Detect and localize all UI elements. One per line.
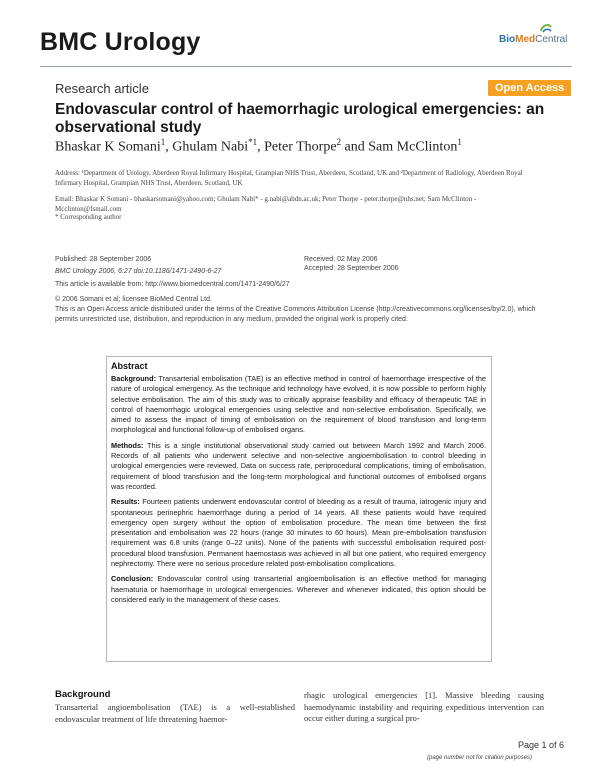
author-affiliation: 1 <box>160 137 166 147</box>
license-text: This is an Open Access article distributed under the terms of the Creative Commons Attribution License (http://creativecommons.org/licenses/by/2.0), which permits unrestricted use, distribution, and reproduction in any medium, provided the original work is properly cited. <box>55 306 536 323</box>
article-url[interactable]: This article is available from: http://www.biomedcentral.com/1471-2490/6/27 <box>55 281 290 288</box>
abstract-methods-text: This is a single institutional observational study carried out between March 1992 and March 2006. Records of all patients who underwent selective and non-selective angioembolisation to control bleeding in urological emergencies were reviewed. Data on success rate, periprocedural complications, timing of embolisation, requirement of blood transfusion and the long-term morphological and functional outcomes of embolised organs was recorded. <box>111 440 486 491</box>
received-date: Received: 02 May 2006 <box>304 256 378 263</box>
background-heading: Background <box>55 689 111 700</box>
abstract-conclusion <box>111 574 486 605</box>
abstract-background <box>111 374 486 436</box>
article-title: Endovascular control of haemorrhagic urological emergencies: an observational study <box>55 101 545 136</box>
abstract-methods <box>111 441 486 492</box>
logo-central: Central <box>535 34 568 45</box>
body-column-right: rhagic urological emergencies [1]. Massive bleeding causing haemodynamic instability and requiring expeditious intervention can occur either during a surgical pro- <box>304 690 544 723</box>
accepted-date: Accepted: 28 September 2006 <box>304 265 399 272</box>
abstract-heading: Abstract <box>111 361 148 371</box>
biomed-swirl-icon <box>539 22 553 34</box>
author-separator: , <box>165 139 173 155</box>
logo-med: Med <box>515 34 536 45</box>
header-divider <box>40 66 572 67</box>
abstract-methods-label: Methods: <box>111 440 144 450</box>
abstract-results-label: Results: <box>111 497 140 507</box>
author-list <box>55 137 462 156</box>
open-access-badge: Open Access <box>488 80 571 96</box>
author-separator: and <box>341 139 369 155</box>
biomed-central-logo[interactable] <box>499 34 567 45</box>
abstract-conclusion-text: Endovascular control using transarterial angioembolisation is an effective method for managing haematuria or haemorrhage in urological emergencies. Wherever and whenever indicated, this option should be considered early in the management of these cases. <box>111 574 487 604</box>
citation: BMC Urology 2006, 6:27 doi:10.1186/1471-2490-6-27 <box>55 268 222 275</box>
address-block: Address: ¹Department of Urology, Aberdeen Royal Infirmary Hospital, Grampian NHS Trust, Aberdeen, Scotland, UK and ²Department of Radiology, Aberdeen Royal Infirmary Hospital, Grampian NHS Trust, Aberdeen, Scotland, UK <box>55 169 523 187</box>
author-name: Peter Thorpe <box>264 139 337 155</box>
body-column-left: Transarterial angioembolisation (TAE) is a well-established endovascular treatment of life threatening haemor- <box>55 702 295 724</box>
author-affiliation: *1 <box>248 137 258 147</box>
abstract-results-text: Fourteen patients underwent endovascular control of bleeding as a result of trauma, iatrogenic injury and spontaneous perinephric haemorrhage during a period of 14 years. All these patients would have required emergency open surgery without the option of embolisation procedure. The mean time between the first presentation and embolisation was 22 hours (range 30 minutes to 60 hours). Mean pre-embolisation transfusion requirement was 6.8 units (range 0–22 units). None of the patients with successful embolisation required post-procedural blood transfusion. Permanent haemostasis was achieved in all but one patient, who required emergency nephrectomy. There were no serious procedure related post-embolisation complications. <box>111 497 486 569</box>
page-number-note: (page number not for citation purposes) <box>427 755 533 761</box>
abstract-background-text: Transarterial embolisation (TAE) is an effective method in control of haemorrhage irrespective of the nature of urological emergency. As the technique and technology have evolved, it is now possible to perform highly selective embolisation. The aim of this study was to critically appraise feasibility and efficacy of therapeutic TAE in control of haemorrhagic urological emergencies using selective and non-selective embolisation. Specifically, we aimed to assess the impact of timing of embolisation on the requirement of blood transfusion and long-term morphological and functional follow-up of embolised organs. <box>111 374 486 435</box>
abstract-background-label: Background: <box>111 374 156 383</box>
copyright: © 2006 Somani et al; licensee BioMed Central Ltd. <box>55 296 212 303</box>
corresponding-note: * Corresponding author <box>55 213 122 221</box>
author-name: Ghulam Nabi <box>172 139 249 155</box>
journal-title: BMC Urology <box>40 28 201 56</box>
abstract-box <box>106 356 492 662</box>
article-type: Research article <box>55 81 149 96</box>
page-number: Page 1 of 6 <box>518 740 565 750</box>
abstract-results <box>111 497 486 569</box>
published-date: Published: 28 September 2006 <box>55 256 152 263</box>
author-name: Sam McClinton <box>368 139 458 155</box>
abstract-conclusion-label: Conclusion: <box>111 574 154 584</box>
author-affiliation: 2 <box>336 137 342 147</box>
email-block[interactable]: Email: Bhaskar K Somani - bhaskarsomani@yahoo.com; Ghulam Nabi* - g.nabi@abdn.ac.uk; Peter Thorpe - peter.thorpe@nhs.net; Sam McClinton - Mcclinton@fsmail.com <box>55 195 477 213</box>
author-separator: , <box>257 139 265 155</box>
logo-bio: Bio <box>499 34 516 45</box>
author-affiliation: 1 <box>457 137 462 147</box>
author-name: Bhaskar K Somani <box>55 139 161 155</box>
